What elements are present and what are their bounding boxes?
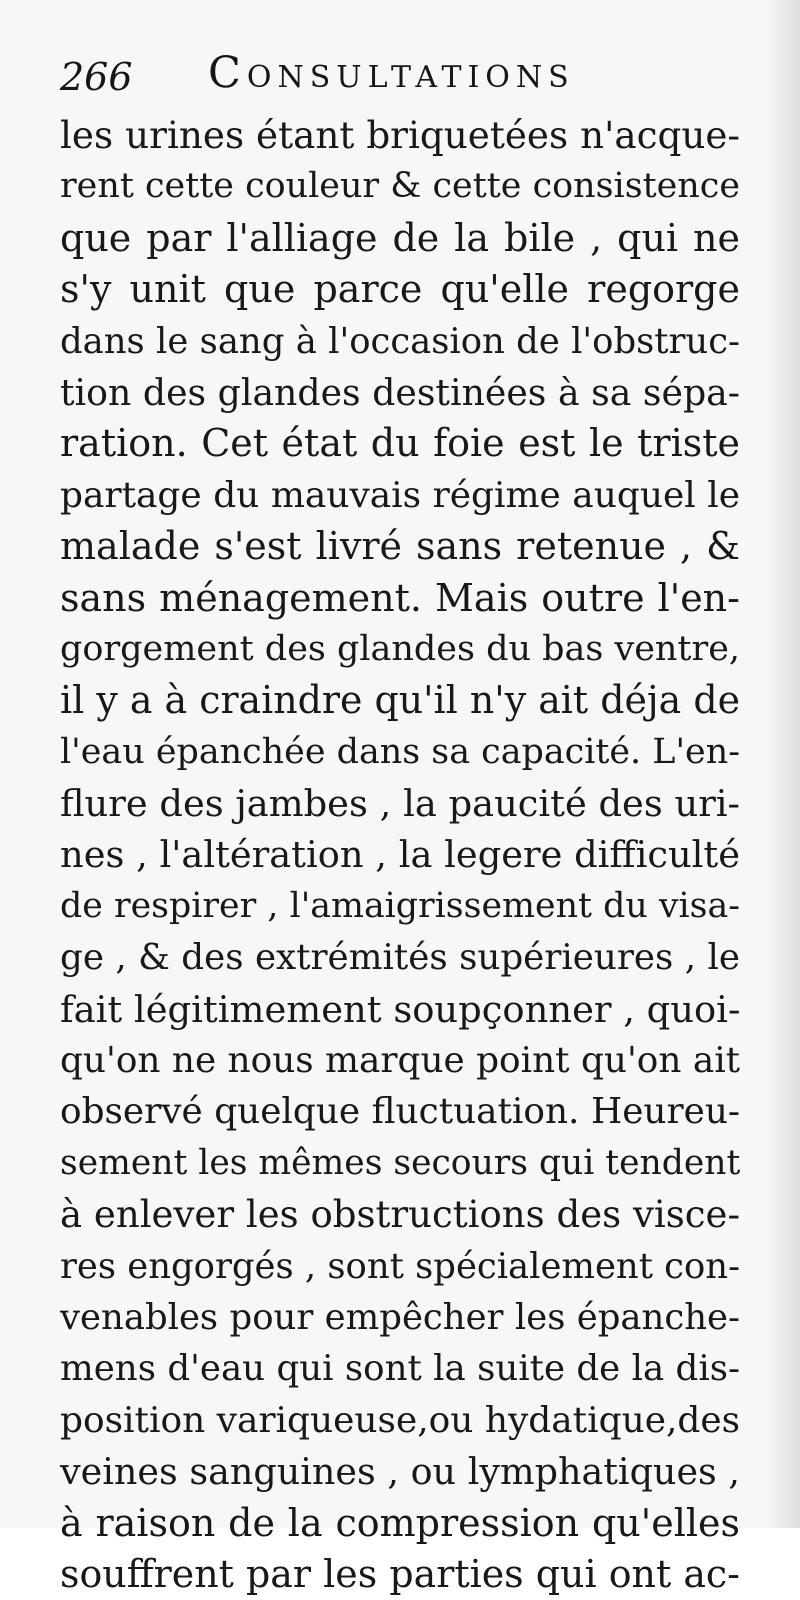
text-line: sans ménagement. Mais outre l'en- — [60, 575, 740, 620]
text-line: malade s'est livré sans retenue , & — [60, 524, 740, 569]
text-line: partage du mauvais régime auquel le — [60, 474, 740, 516]
text-line: flure des jambes , la paucité des uri- — [60, 782, 740, 826]
text-line: tion des glandes destinées à sa sépa- — [60, 370, 740, 414]
text-line: sement les mêmes secours qui tendent — [60, 1142, 741, 1183]
text-line: veines sanguines , ou lymphatiques , — [60, 1450, 740, 1494]
text-line: nes , l'altération , la legere difficulté — [60, 833, 740, 877]
text-line: position variqueuse,ou hydatique,des — [60, 1399, 741, 1441]
text-line: rent cette couleur & cette consistence — [60, 166, 740, 207]
text-line: s'y unit que parce qu'elle regorge — [60, 267, 740, 312]
text-line: fait légitimement soupçonner , quoi- — [60, 987, 741, 1031]
text-line: ge , & des extrémités supérieures , le — [60, 937, 740, 979]
text-line: à raison de la compression qu'elles — [60, 1500, 740, 1545]
text-line: mens d'eau qui sont la suite de la dis- — [60, 1348, 740, 1390]
running-title: Consultations — [208, 48, 575, 98]
body-text — [60, 110, 740, 1600]
page-edge-shadow — [766, 0, 800, 1528]
text-line: à enlever les obstructions des visce- — [60, 1193, 740, 1237]
text-line: souffrent par les parties qui ont ac- — [60, 1551, 740, 1596]
text-line: ration. Cet état du foie est le triste — [60, 421, 740, 466]
text-line: dans le sang à l'occasion de l'obstruc- — [60, 320, 740, 362]
text-line: gorgement des glandes du bas ventre, — [60, 628, 740, 669]
text-line: venables pour empêcher les épanche- — [60, 1296, 740, 1338]
page-header — [60, 48, 740, 108]
text-line: il y a à craindre qu'il n'y ait déja de — [60, 678, 740, 723]
text-line: les urines étant briquetées n'acque- — [60, 113, 740, 157]
text-line: res engorgés , sont spécialement con- — [60, 1245, 741, 1287]
text-line: de respirer , l'amaigrissement du visa- — [60, 885, 740, 926]
page-number: 266 — [60, 55, 133, 99]
text-line: observé quelque fluctuation. Heureu- — [60, 1091, 740, 1133]
text-line: qu'on ne nous marque point qu'on ait — [60, 1040, 741, 1082]
text-line: l'eau épanchée dans sa capacité. L'en- — [60, 731, 740, 772]
text-line: que par l'alliage de la bile , qui ne — [60, 215, 740, 260]
